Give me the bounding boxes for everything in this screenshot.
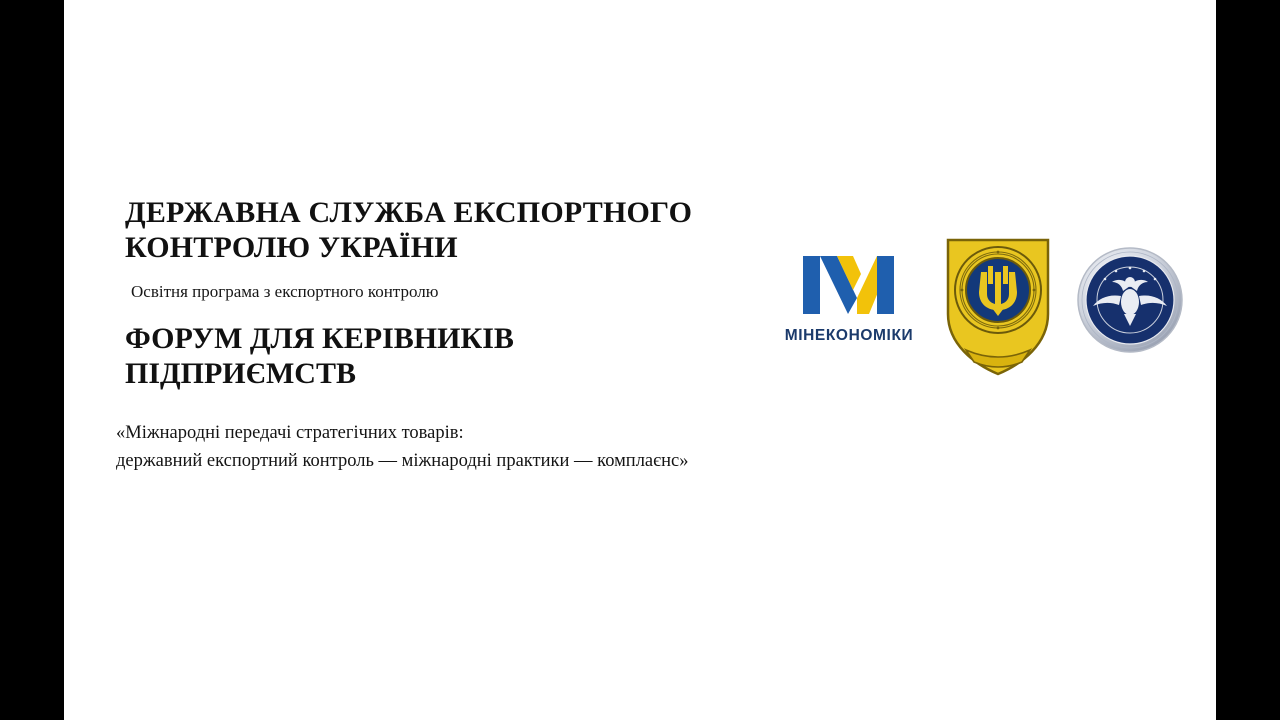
quote-line-2: державний експортний контроль — міжнародні практики — комплаєнс» [116,450,689,471]
logo-row [764,228,1184,388]
dsecu-emblem [942,228,1054,378]
letterbox-left [0,0,64,720]
organization-title-line-2: КОНТРОЛЮ УКРАЇНИ [125,231,458,265]
organization-title [125,195,805,265]
program-subtitle: Освітня програма з експортного контролю [131,282,439,302]
us-department-of-state-seal [1076,246,1184,354]
event-title [125,321,805,391]
slide-content [64,0,1216,720]
title-block [125,195,805,391]
us-department-of-state-seal-icon [1076,246,1184,354]
ministry-of-economy-logo-icon [801,250,897,318]
minekonomiky-caption: МІНЕКОНОМІКИ [784,327,914,344]
event-title-line-2: ПІДПРИЄМСТВ [125,356,356,390]
state-export-control-service-emblem-icon [942,228,1054,378]
letterbox-right [1216,0,1280,720]
event-theme-quote [116,420,876,476]
quote-line-1: «Міжнародні передачі стратегічних товарів: [116,423,464,443]
presentation-slide [64,0,1216,720]
event-title-line-1: ФОРУМ ДЛЯ КЕРІВНИКІВ [125,321,514,355]
minekonomiky-logo [764,250,934,345]
organization-title-line-1: ДЕРЖАВНА СЛУЖБА ЕКСПОРТНОГО [125,196,693,229]
